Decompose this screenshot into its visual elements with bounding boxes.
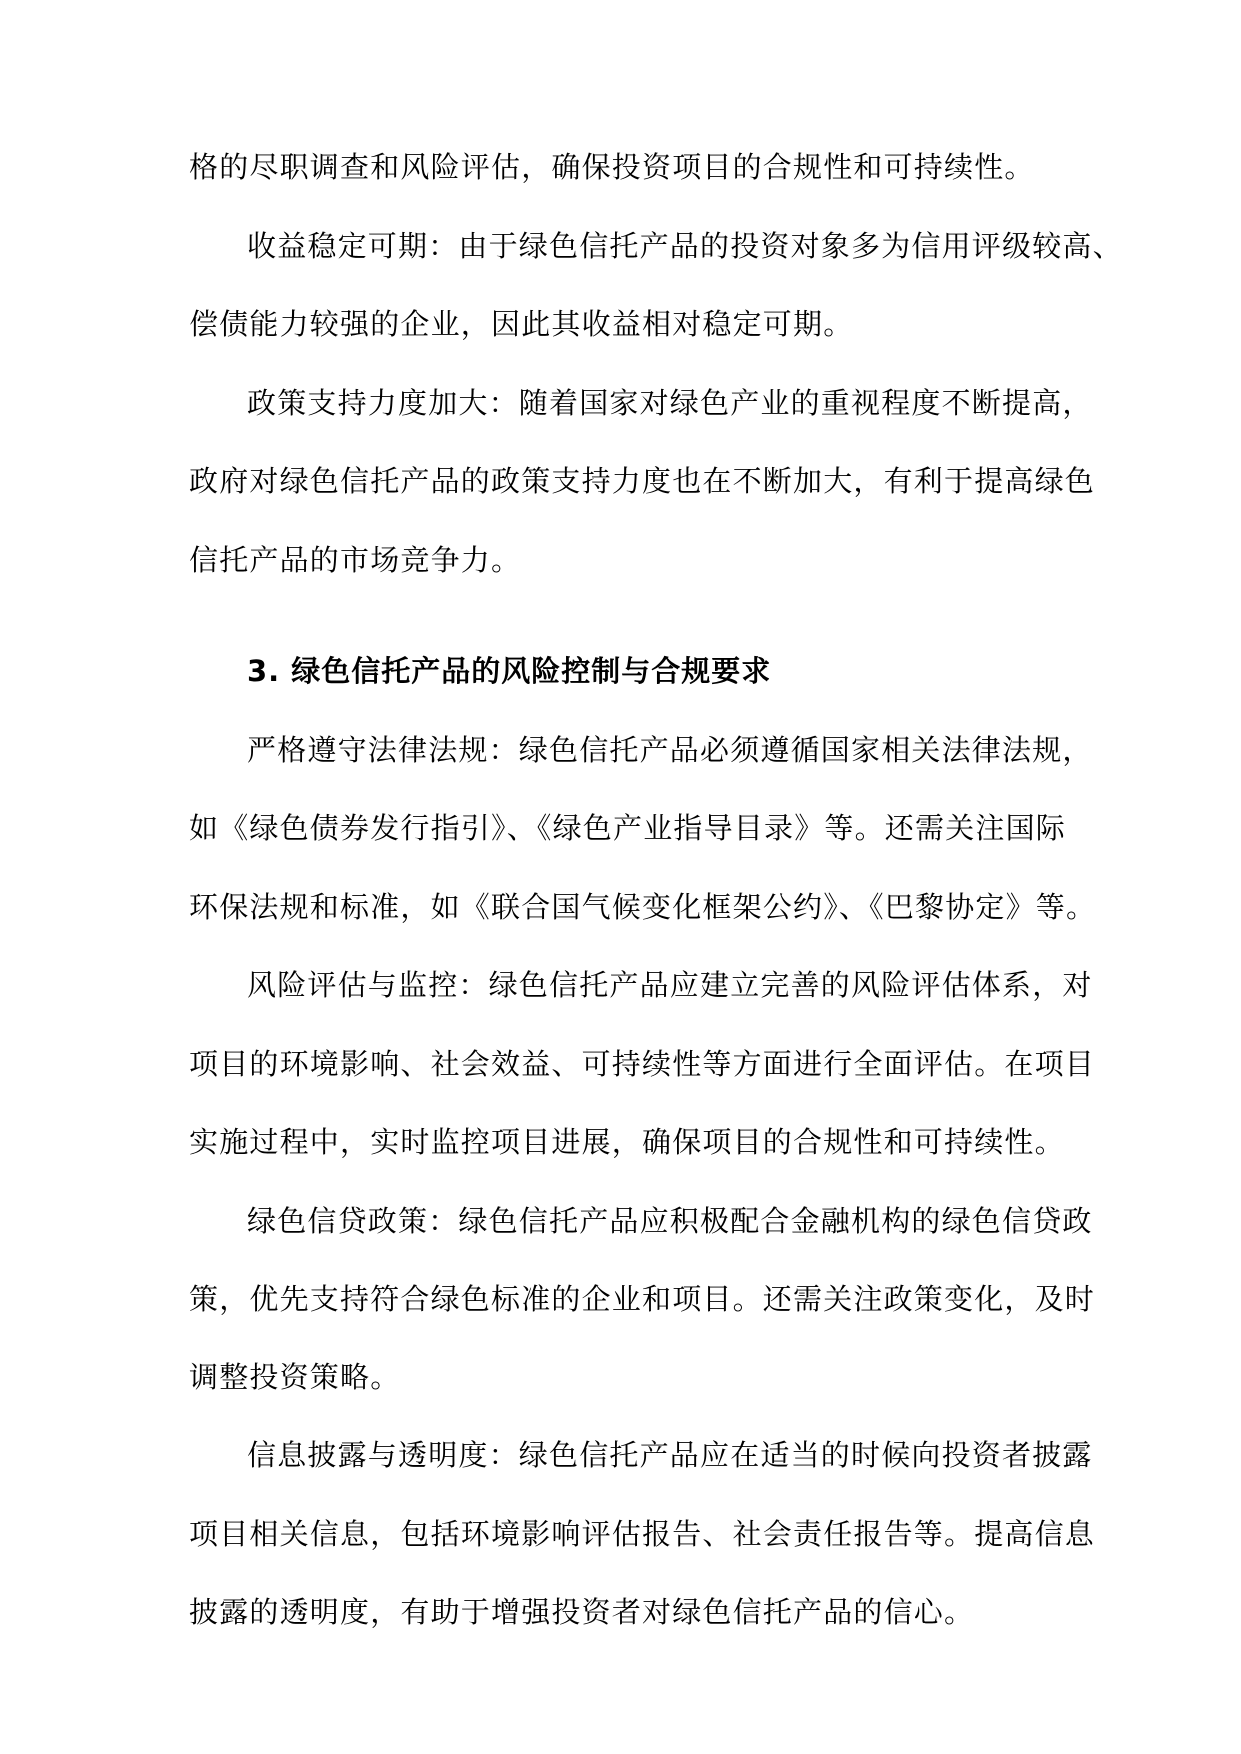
paragraph-line: 披露的透明度，有助于增强投资者对绿色信托产品的信心。 bbox=[189, 1595, 975, 1629]
paragraph-line: 格的尽职调查和风险评估，确保投资项目的合规性和可持续性。 bbox=[189, 150, 1035, 184]
paragraph-line: 如《绿色债券发行指引》、《绿色产业指导目录》等。还需关注国际 bbox=[189, 811, 1067, 845]
paragraph-line: 策，优先支持符合绿色标准的企业和项目。还需关注政策变化，及时 bbox=[189, 1282, 1096, 1316]
paragraph-line: 项目相关信息，包括环境影响评估报告、社会责任报告等。提高信息 bbox=[189, 1517, 1096, 1551]
paragraph-line: 环保法规和标准，如《联合国气候变化框架公约》、《巴黎协定》等。 bbox=[189, 890, 1097, 924]
section-heading: 3. 绿色信托产品的风险控制与合规要求 bbox=[247, 654, 772, 688]
paragraph-line: 实施过程中，实时监控项目进展，确保项目的合规性和可持续性。 bbox=[189, 1125, 1065, 1159]
paragraph-line: 调整投资策略。 bbox=[189, 1360, 401, 1394]
paragraph-line: 政策支持力度加大：随着国家对绿色产业的重视程度不断提高， bbox=[247, 386, 1093, 420]
paragraph-line: 绿色信贷政策：绿色信托产品应积极配合金融机构的绿色信贷政 bbox=[247, 1204, 1093, 1238]
paragraph-line: 政府对绿色信托产品的政策支持力度也在不断加大，有利于提高绿色 bbox=[189, 464, 1096, 498]
paragraph-line: 信息披露与透明度：绿色信托产品应在适当的时候向投资者披露 bbox=[247, 1438, 1093, 1472]
paragraph-line: 风险评估与监控：绿色信托产品应建立完善的风险评估体系，对 bbox=[247, 968, 1093, 1002]
paragraph-line: 严格遵守法律法规：绿色信托产品必须遵循国家相关法律法规， bbox=[247, 733, 1093, 767]
paragraph-line: 收益稳定可期：由于绿色信托产品的投资对象多为信用评级较高、 bbox=[247, 229, 1123, 263]
paragraph-line: 偿债能力较强的企业，因此其收益相对稳定可期。 bbox=[189, 307, 854, 341]
paragraph-line: 信托产品的市场竞争力。 bbox=[189, 543, 522, 577]
paragraph-line: 项目的环境影响、社会效益、可持续性等方面进行全面评估。在项目 bbox=[189, 1047, 1096, 1081]
